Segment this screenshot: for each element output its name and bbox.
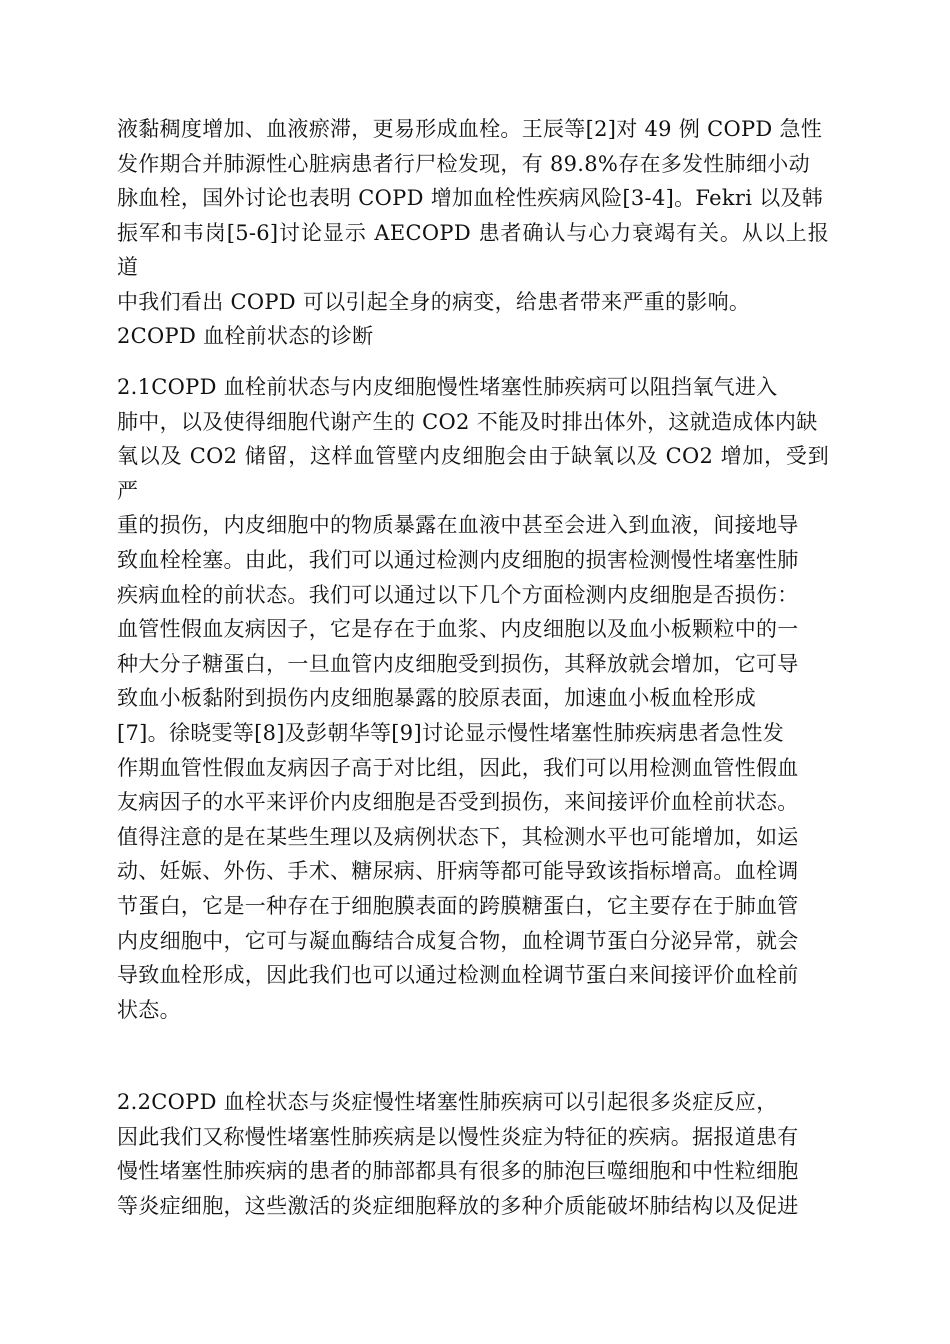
- paragraph-complications: 液黏稠度增加、血液瘀滞，更易形成血栓。王辰等[2]对 49 例 COPD 急性 发作期合并肺源性心脏病患者行尸检发现，有 89.8%存在多发性肺细小动 脉血栓，国外讨论也表明 COPD 增加血栓性疾病风险[3-4]。Fekri 以及韩 振军和韦岗[5-6]讨论显示 AECOPD 患者确认与心力衰竭有关。从以上报道 中我们看出 COPD 可以引起全身的病变，给患者带来严重的影响。: [117, 117, 829, 314]
- paragraph-endothelial-cells: 2.1COPD 血栓前状态与内皮细胞慢性堵塞性肺疾病可以阻挡氧气进入 肺中，以及使得细胞代谢产生的 CO2 不能及时排出体外，这就造成体内缺 氧以及 CO2 储留，这样血管壁内皮细胞会由于缺氧以及 CO2 增加，受到严 重的损伤，内皮细胞中的物质暴露在血液中甚至会进入到血液，间接地导 致血栓栓塞。由此，我们可以通过检测内皮细胞的损害检测慢性堵塞性肺 疾病血栓的前状态。我们可以通过以下几个方面检测内皮细胞是否损伤： 血管性假血友病因子，它是存在于血浆、内皮细胞以及血小板颗粒中的一 种大分子糖蛋白，一旦血管内皮细胞受到损伤，其释放就会增加，它可导 致血小板黏附到损伤内皮细胞暴露的胶原表面，加速血小板血栓形成 [7]。徐晓雯等[8]及彭朝华等[9]讨论显示慢性堵塞性肺疾病患者急性发 作期血管性假血友病因子高于对比组，因此，我们可以用检测血管性假血 友病因子的水平来评价内皮细胞是否受到损伤，来间接评价血栓前状态。 值得注意的是在某些生理以及病例状态下，其检测水平也可能增加，如运 动、妊娠、外伤、手术、糖尿病、肝病等都可能导致该指标增高。血栓调 节蛋白，它是一种存在于细胞膜表面的跨膜糖蛋白，它主要存在于肺血管 内皮细胞中，它可与凝血酶结合成复合物，血栓调节蛋白分泌异常，就会 导致血栓形成，因此我们也可以通过检测血栓调节蛋白来间接评价血栓前 状态。: [117, 375, 829, 1022]
- section-heading-diagnosis: 2COPD 血栓前状态的诊断: [117, 324, 374, 348]
- paragraph-inflammation: 2.2COPD 血栓状态与炎症慢性堵塞性肺疾病可以引起很多炎症反应， 因此我们又称慢性堵塞性肺疾病是以慢性炎症为特征的疾病。据报道患有 慢性堵塞性肺疾病的患者的肺部都具有很多的肺泡巨噬细胞和中性粒细胞 等炎症细胞，这些激活的炎症细胞释放的多种介质能破坏肺结构以及促进: [117, 1090, 799, 1218]
